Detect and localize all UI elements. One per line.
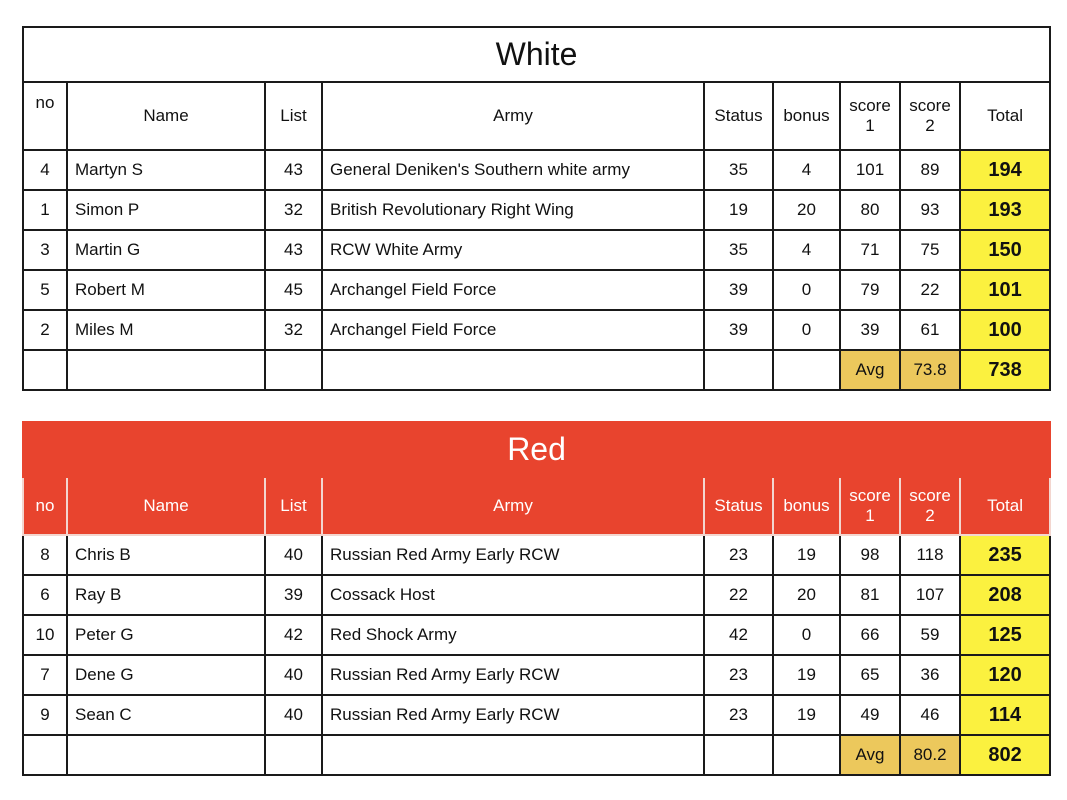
cell-score1: 98: [840, 535, 900, 575]
cell-name: Ray B: [67, 575, 265, 615]
cell-total: 120: [960, 655, 1050, 695]
empty-cell: [704, 350, 773, 390]
cell-total: 100: [960, 310, 1050, 350]
cell-no: 8: [23, 535, 67, 575]
cell-army: British Revolutionary Right Wing: [322, 190, 704, 230]
cell-no: 6: [23, 575, 67, 615]
empty-cell: [704, 735, 773, 775]
cell-bonus: 0: [773, 310, 840, 350]
red-header-row: [23, 477, 1050, 535]
avg-value: 80.2: [900, 735, 960, 775]
cell-total: 150: [960, 230, 1050, 270]
cell-score1: 65: [840, 655, 900, 695]
cell-list: 45: [265, 270, 322, 310]
cell-name: Sean C: [67, 695, 265, 735]
col-header-score2: [900, 82, 960, 150]
cell-name: Simon P: [67, 190, 265, 230]
avg-value: 73.8: [900, 350, 960, 390]
cell-status: 35: [704, 150, 773, 190]
empty-cell: [265, 735, 322, 775]
cell-score1: 49: [840, 695, 900, 735]
cell-score2: 89: [900, 150, 960, 190]
cell-bonus: 20: [773, 575, 840, 615]
table-row: [23, 535, 1050, 575]
empty-cell: [322, 735, 704, 775]
cell-name: Dene G: [67, 655, 265, 695]
table-row: [23, 230, 1050, 270]
cell-name: Peter G: [67, 615, 265, 655]
empty-cell: [773, 350, 840, 390]
cell-army: Russian Red Army Early RCW: [322, 655, 704, 695]
cell-total: 235: [960, 535, 1050, 575]
cell-list: 43: [265, 150, 322, 190]
empty-cell: [773, 735, 840, 775]
empty-cell: [67, 735, 265, 775]
cell-total: 125: [960, 615, 1050, 655]
white-header-row: [23, 82, 1050, 150]
cell-no: 2: [23, 310, 67, 350]
white-results-table: [22, 26, 1051, 391]
score1-label-b: 1: [865, 116, 875, 135]
cell-status: 42: [704, 615, 773, 655]
col-header-status: Status: [704, 477, 773, 535]
avg-label: Avg: [840, 735, 900, 775]
cell-list: 32: [265, 310, 322, 350]
cell-bonus: 20: [773, 190, 840, 230]
grand-total: 738: [960, 350, 1050, 390]
score2-label-b: 2: [925, 506, 935, 525]
summary-row: [23, 350, 1050, 390]
cell-army: General Deniken's Southern white army: [322, 150, 704, 190]
cell-total: 194: [960, 150, 1050, 190]
cell-no: 9: [23, 695, 67, 735]
cell-score2: 22: [900, 270, 960, 310]
cell-bonus: 0: [773, 615, 840, 655]
table-row: [23, 575, 1050, 615]
cell-list: 40: [265, 695, 322, 735]
col-header-score2: [900, 477, 960, 535]
cell-list: 40: [265, 535, 322, 575]
cell-name: Miles M: [67, 310, 265, 350]
col-header-bonus: bonus: [773, 82, 840, 150]
table-row: [23, 655, 1050, 695]
cell-army: Cossack Host: [322, 575, 704, 615]
empty-cell: [265, 350, 322, 390]
cell-list: 43: [265, 230, 322, 270]
grand-total: 802: [960, 735, 1050, 775]
cell-score1: 81: [840, 575, 900, 615]
cell-bonus: 4: [773, 230, 840, 270]
col-header-no: no: [23, 477, 67, 535]
score1-label-b: 1: [865, 506, 875, 525]
cell-status: 35: [704, 230, 773, 270]
red-results-table: [22, 421, 1051, 776]
col-header-status: Status: [704, 82, 773, 150]
table-row: [23, 310, 1050, 350]
cell-total: 101: [960, 270, 1050, 310]
cell-score2: 93: [900, 190, 960, 230]
score1-label-a: score: [849, 96, 891, 115]
empty-cell: [322, 350, 704, 390]
col-header-army: Army: [322, 477, 704, 535]
cell-score2: 107: [900, 575, 960, 615]
cell-no: 3: [23, 230, 67, 270]
cell-army: Red Shock Army: [322, 615, 704, 655]
empty-cell: [23, 735, 67, 775]
col-header-score1: [840, 82, 900, 150]
col-header-list: List: [265, 82, 322, 150]
col-header-total: Total: [960, 82, 1050, 150]
cell-name: Martin G: [67, 230, 265, 270]
cell-army: Russian Red Army Early RCW: [322, 535, 704, 575]
col-header-list: List: [265, 477, 322, 535]
cell-score2: 59: [900, 615, 960, 655]
cell-total: 208: [960, 575, 1050, 615]
red-team-panel: [22, 421, 1049, 776]
cell-status: 23: [704, 655, 773, 695]
cell-score1: 71: [840, 230, 900, 270]
cell-score1: 79: [840, 270, 900, 310]
cell-no: 4: [23, 150, 67, 190]
score1-label-a: score: [849, 486, 891, 505]
cell-bonus: 19: [773, 695, 840, 735]
score2-label-b: 2: [925, 116, 935, 135]
score2-label-a: score: [909, 96, 951, 115]
table-row: [23, 695, 1050, 735]
table-row: [23, 150, 1050, 190]
score2-label-a: score: [909, 486, 951, 505]
empty-cell: [23, 350, 67, 390]
cell-total: 193: [960, 190, 1050, 230]
table-row: [23, 270, 1050, 310]
white-team-title: White: [23, 27, 1050, 82]
cell-status: 23: [704, 535, 773, 575]
cell-bonus: 19: [773, 655, 840, 695]
cell-score2: 75: [900, 230, 960, 270]
empty-cell: [67, 350, 265, 390]
col-header-name: Name: [67, 477, 265, 535]
cell-army: Archangel Field Force: [322, 270, 704, 310]
col-header-army: Army: [322, 82, 704, 150]
col-header-name: Name: [67, 82, 265, 150]
cell-status: 19: [704, 190, 773, 230]
cell-bonus: 0: [773, 270, 840, 310]
table-row: [23, 190, 1050, 230]
cell-no: 10: [23, 615, 67, 655]
cell-status: 23: [704, 695, 773, 735]
cell-status: 22: [704, 575, 773, 615]
cell-list: 32: [265, 190, 322, 230]
cell-score2: 61: [900, 310, 960, 350]
cell-status: 39: [704, 270, 773, 310]
cell-total: 114: [960, 695, 1050, 735]
avg-label: Avg: [840, 350, 900, 390]
cell-score2: 118: [900, 535, 960, 575]
cell-bonus: 19: [773, 535, 840, 575]
cell-name: Robert M: [67, 270, 265, 310]
cell-name: Chris B: [67, 535, 265, 575]
col-header-total: Total: [960, 477, 1050, 535]
white-team-panel: [22, 26, 1049, 391]
red-team-title: Red: [23, 422, 1050, 477]
cell-score1: 101: [840, 150, 900, 190]
cell-score2: 36: [900, 655, 960, 695]
cell-army: Russian Red Army Early RCW: [322, 695, 704, 735]
cell-bonus: 4: [773, 150, 840, 190]
cell-score2: 46: [900, 695, 960, 735]
col-header-no: no: [23, 82, 67, 150]
cell-army: RCW White Army: [322, 230, 704, 270]
cell-status: 39: [704, 310, 773, 350]
summary-row: [23, 735, 1050, 775]
cell-list: 42: [265, 615, 322, 655]
cell-no: 1: [23, 190, 67, 230]
cell-score1: 39: [840, 310, 900, 350]
cell-no: 7: [23, 655, 67, 695]
cell-list: 39: [265, 575, 322, 615]
col-header-score1: [840, 477, 900, 535]
cell-score1: 80: [840, 190, 900, 230]
table-row: [23, 615, 1050, 655]
cell-army: Archangel Field Force: [322, 310, 704, 350]
cell-score1: 66: [840, 615, 900, 655]
cell-no: 5: [23, 270, 67, 310]
cell-list: 40: [265, 655, 322, 695]
col-header-bonus: bonus: [773, 477, 840, 535]
cell-name: Martyn S: [67, 150, 265, 190]
